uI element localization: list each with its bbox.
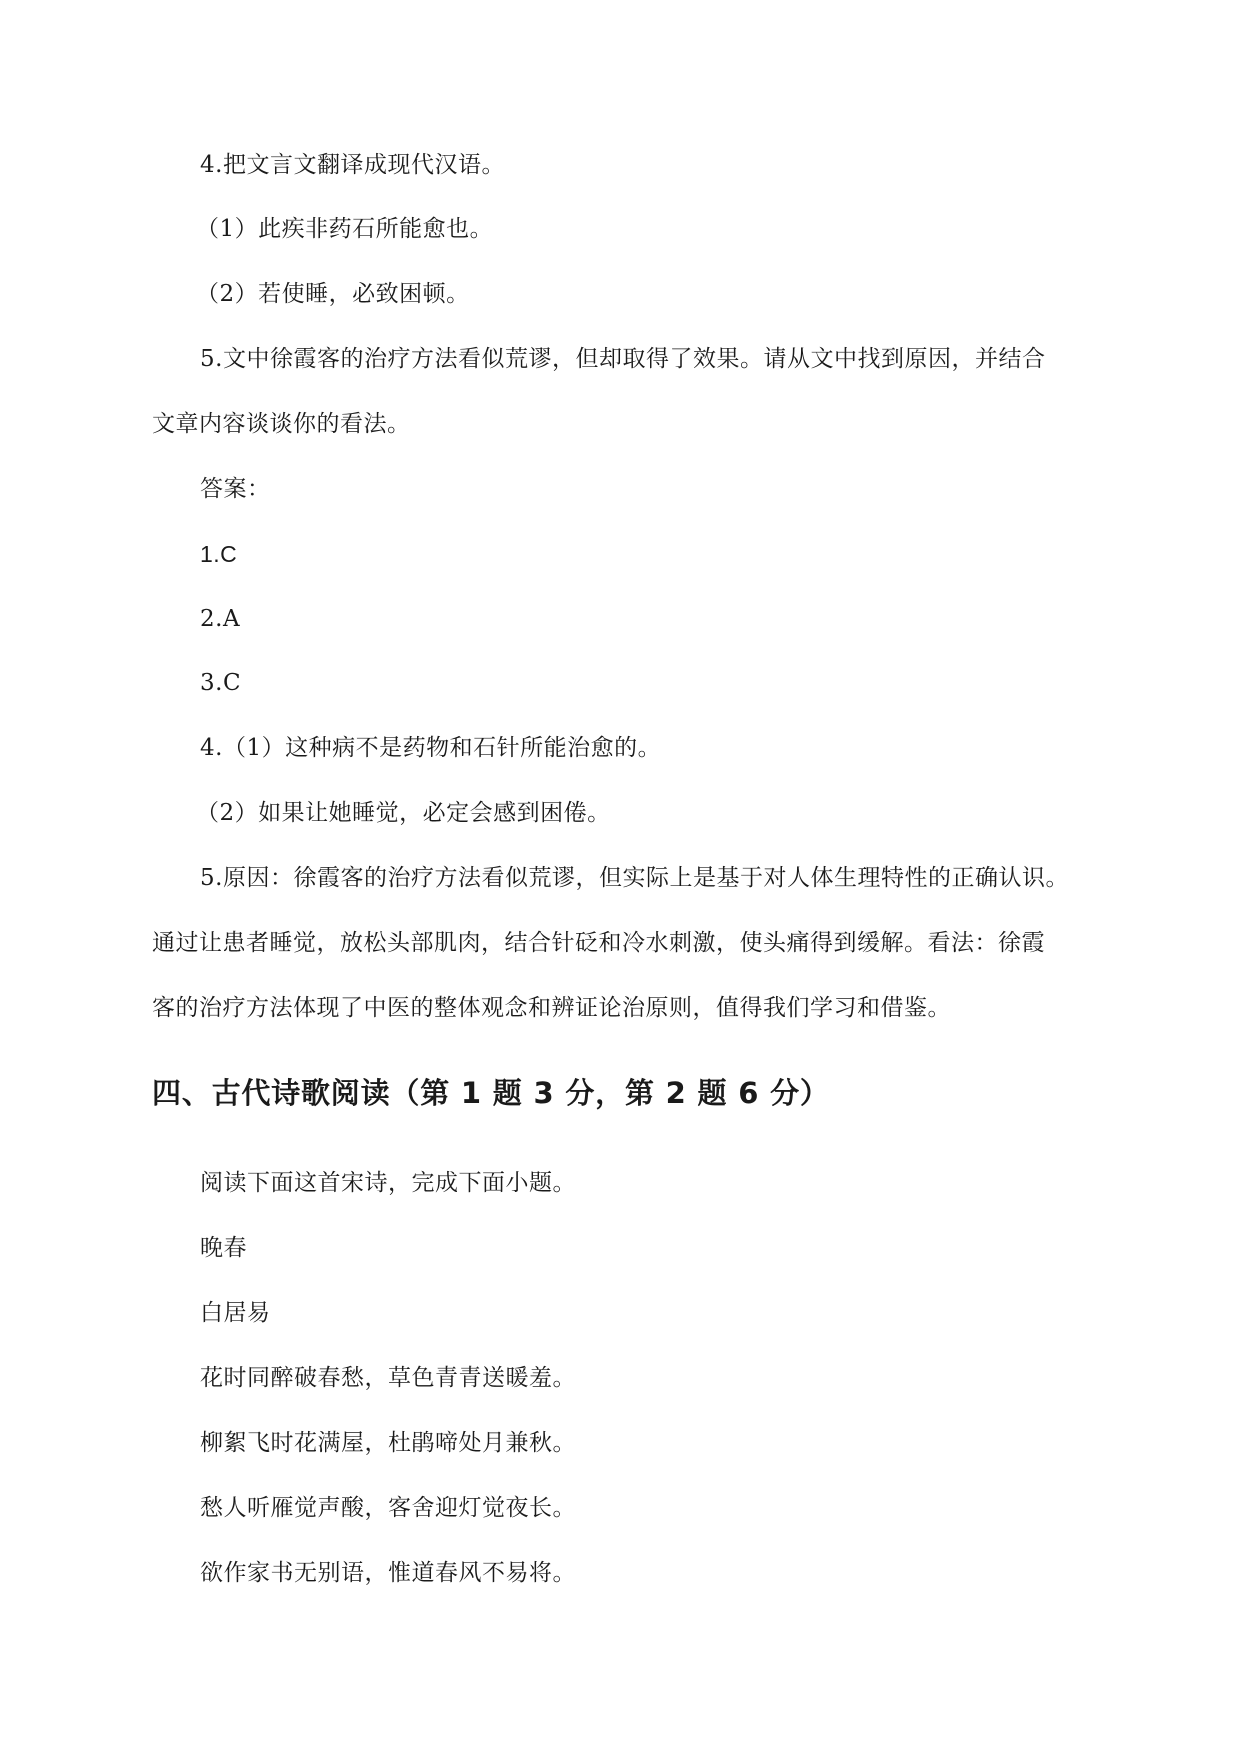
question-5-line-1: 5.文中徐霞客的治疗方法看似荒谬，但却取得了效果。请从文中找到原因，并结合 xyxy=(200,346,1046,372)
answer-5-line-3: 客的治疗方法体现了中医的整体观念和辨证论治原则，值得我们学习和借鉴。 xyxy=(152,995,951,1021)
answer-3: 3.C xyxy=(200,670,242,696)
answer-1: 1.C xyxy=(200,541,238,567)
question-4-part-1: （1）此疾非药石所能愈也。 xyxy=(196,216,494,242)
poem-line: 花时同醉破春愁，草色青青送暖羞。 xyxy=(200,1365,576,1391)
question-4-part-2: （2）若使睡，必致困顿。 xyxy=(196,281,470,307)
section-4-heading: 四、古代诗歌阅读（第 1 题 3 分，第 2 题 6 分） xyxy=(152,1076,830,1110)
poem-author: 白居易 xyxy=(200,1300,271,1326)
poem-line: 柳絮飞时花满屋，杜鹃啼处月兼秋。 xyxy=(200,1430,576,1456)
question-4: 4.把文言文翻译成现代汉语。 xyxy=(200,152,505,178)
answers-label: 答案： xyxy=(200,476,271,502)
answer-5-line-2: 通过让患者睡觉，放松头部肌肉，结合针砭和冷水刺激，使头痛得到缓解。看法：徐霞 xyxy=(152,930,1045,956)
answer-2: 2.A xyxy=(200,606,241,632)
answer-5-line-1: 5.原因：徐霞客的治疗方法看似荒谬，但实际上是基于对人体生理特性的正确认识。 xyxy=(200,865,1069,891)
question-5-line-2: 文章内容谈谈你的看法。 xyxy=(152,411,411,437)
section-4-intro: 阅读下面这首宋诗，完成下面小题。 xyxy=(200,1170,576,1196)
answer-4-part-2: （2）如果让她睡觉，必定会感到困倦。 xyxy=(196,800,611,826)
answer-4-part-1: 4.（1）这种病不是药物和石针所能治愈的。 xyxy=(200,735,662,761)
poem-line: 欲作家书无别语，惟道春风不易将。 xyxy=(200,1560,576,1586)
poem-title: 晚春 xyxy=(200,1235,247,1261)
poem-line: 愁人听雁觉声酸，客舍迎灯觉夜长。 xyxy=(200,1495,576,1521)
